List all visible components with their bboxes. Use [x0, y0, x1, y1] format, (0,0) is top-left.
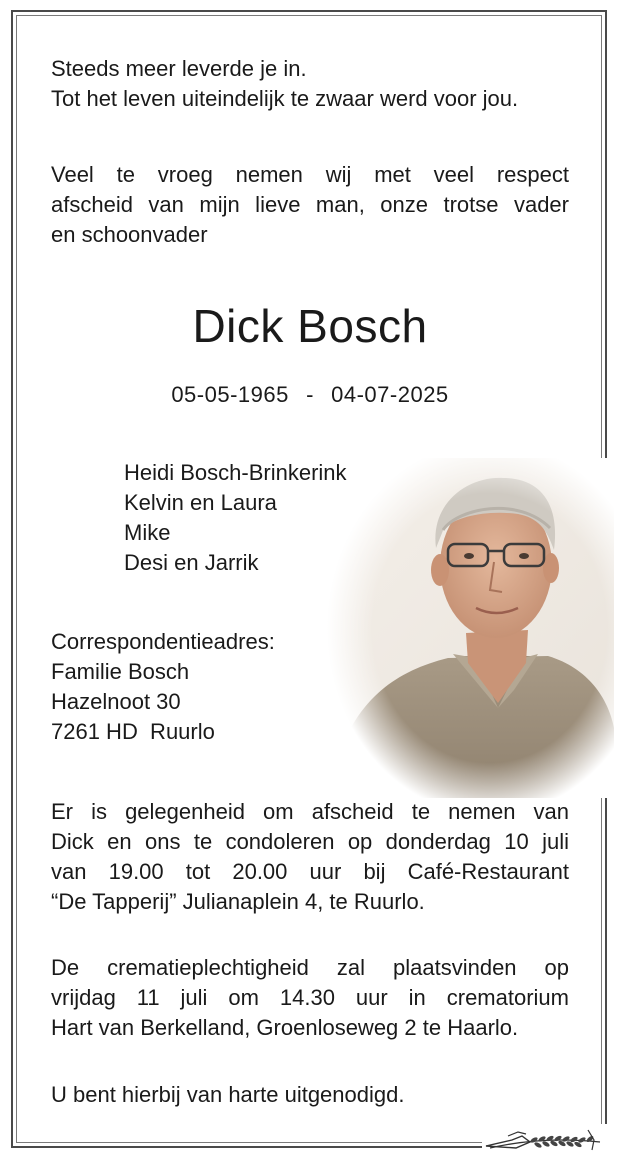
address-line-2: Hazelnoot 30 [51, 689, 181, 714]
condolence-line-2: Dick en ons te condoleren op donderdag 10 juli [51, 829, 569, 854]
intro-line-1: Veel te vroeg nemen wij met veel respect [51, 162, 569, 187]
deceased-dates: 05-05-1965 - 04-07-2025 [171, 382, 449, 407]
ceremony-line-1: De crematieplechtigheid zal plaatsvinden op [51, 955, 569, 980]
ceremony-line-2: vrijdag 11 juli om 14.30 uur in crematorium [51, 985, 569, 1010]
family-list [124, 458, 404, 578]
intro-text [51, 160, 569, 250]
family-member: Desi en Jarrik [124, 550, 259, 575]
address-line-3: 7261 HD Ruurlo [51, 719, 215, 744]
family-member: Heidi Bosch-Brinkerink [124, 460, 347, 485]
verse-line-1: Steeds meer leverde je in. [51, 56, 307, 81]
condolence-line-4: “De Tapperij” Julianaplein 4, te Ruurlo. [51, 889, 425, 914]
condolence-line-1: Er is gelegenheid om afscheid te nemen van [51, 799, 569, 824]
verse [51, 54, 571, 114]
address-label: Correspondentieadres: [51, 629, 275, 654]
family-member: Kelvin en Laura [124, 490, 277, 515]
intro-line-2: afscheid van mijn lieve man, onze trotse vader [51, 192, 569, 217]
address-line-1: Familie Bosch [51, 659, 190, 684]
deceased-name: Dick Bosch [192, 300, 428, 352]
verse-line-2: Tot het leven uiteindelijk te zwaar werd voor jou. [51, 86, 519, 111]
correspondence-address [51, 627, 331, 747]
condolence-line-3: van 19.00 tot 20.00 uur bij Café-Restaurant [51, 859, 569, 884]
intro-line-3: en schoonvader [51, 222, 208, 247]
closing-text [51, 1080, 569, 1110]
closing-line: U bent hierbij van harte uitgenodigd. [51, 1082, 405, 1107]
condolence-text [51, 797, 569, 917]
ceremony-line-3: Hart van Berkelland, Groenloseweg 2 te Haarlo. [51, 1015, 519, 1040]
ceremony-text [51, 953, 569, 1043]
family-member: Mike [124, 520, 171, 545]
ornament-branch-icon [482, 1124, 610, 1158]
